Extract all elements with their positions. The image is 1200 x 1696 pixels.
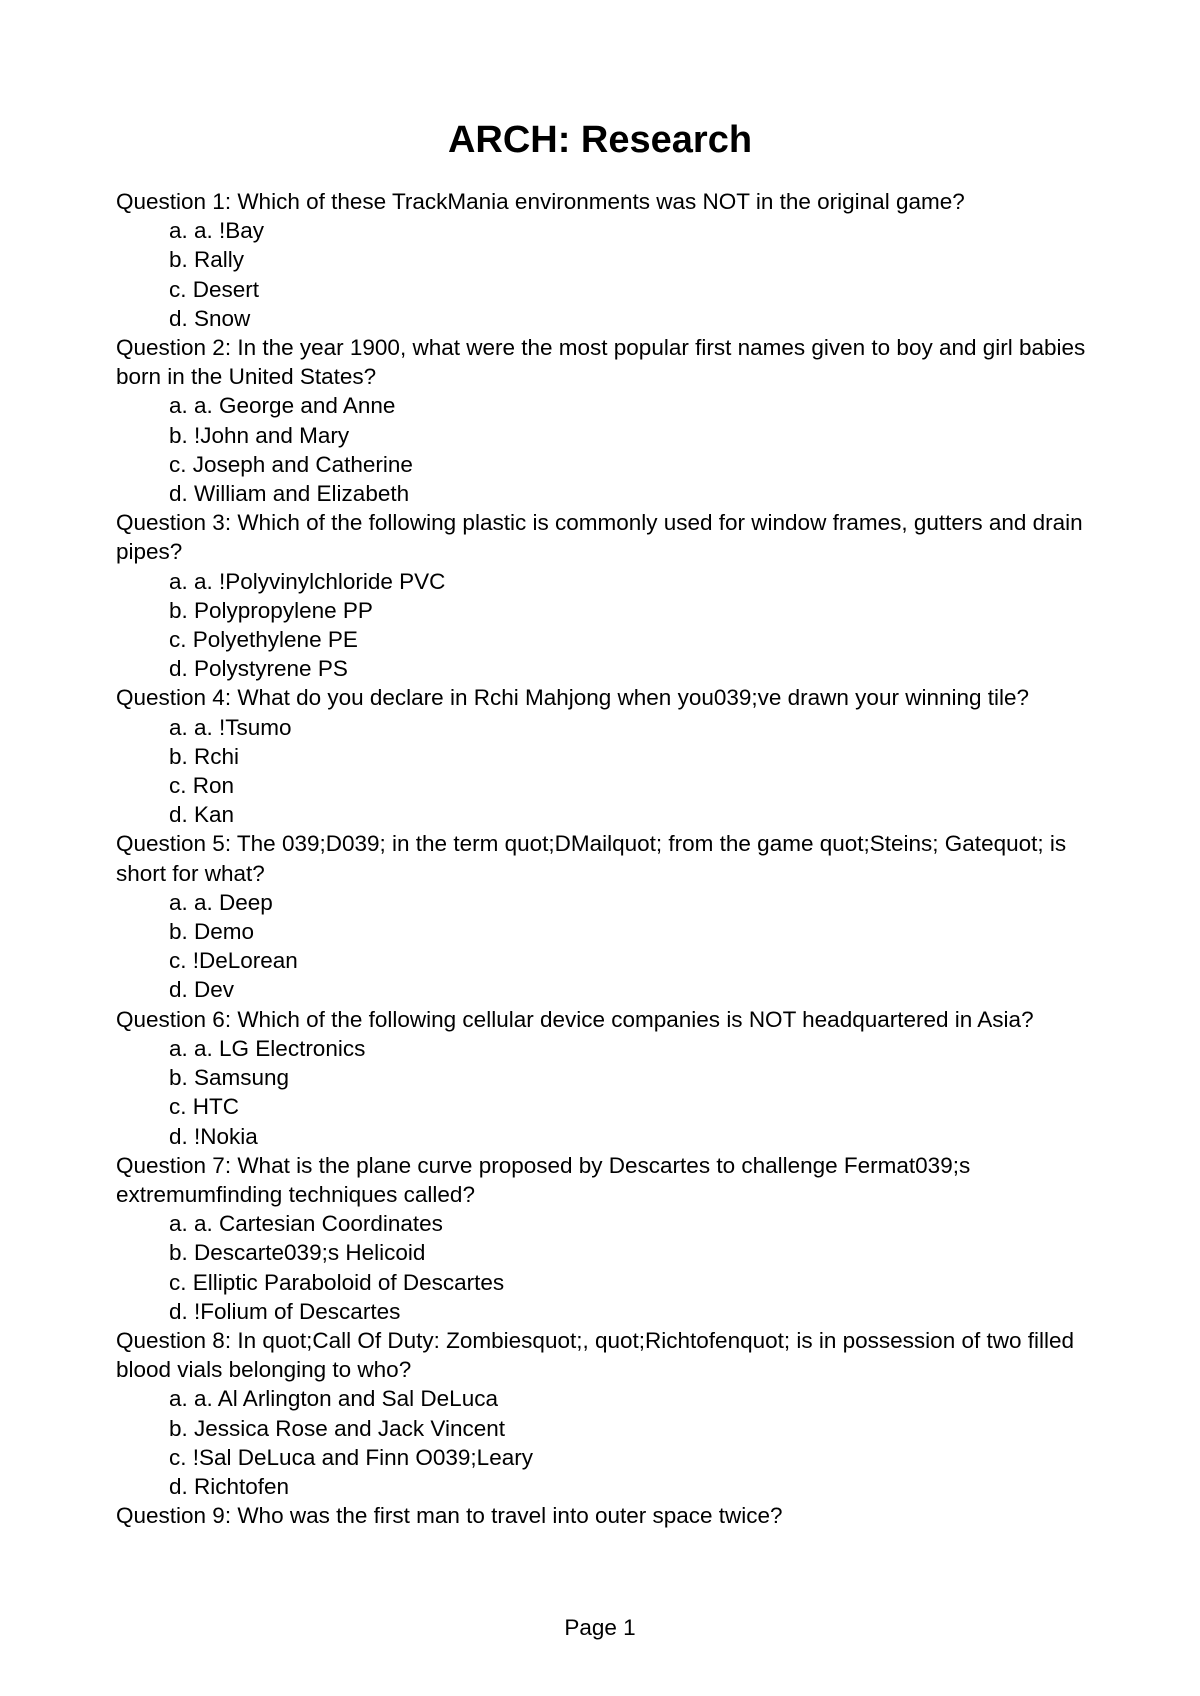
answer-option: c. Ron	[169, 773, 235, 799]
answer-option: a. a. Cartesian Coordinates	[169, 1211, 443, 1237]
answer-option: d. Richtofen	[169, 1473, 290, 1499]
answer-option: d. William and Elizabeth	[169, 481, 410, 507]
answer-option: d. !Nokia	[169, 1123, 258, 1149]
answer-option: b. Demo	[169, 919, 255, 945]
question-text: Question 9: Who was the first man to travel into outer space twice?	[116, 1503, 783, 1529]
answer-option: c. HTC	[169, 1094, 239, 1120]
answer-option: d. Snow	[169, 305, 251, 331]
answer-option: a. a. Al Arlington and Sal DeLuca	[169, 1386, 498, 1412]
page-number: Page 1	[564, 1615, 636, 1640]
answer-option: b. Samsung	[169, 1065, 290, 1091]
question-text: Question 1: Which of these TrackMania environments was NOT in the original game?	[116, 189, 965, 214]
question-4	[116, 683, 1096, 829]
answer-options	[116, 391, 1096, 508]
question-9	[116, 1501, 1096, 1530]
answer-options	[116, 216, 1096, 333]
answer-option: c. Elliptic Paraboloid of Descartes	[169, 1269, 505, 1295]
question-7	[116, 1151, 1096, 1326]
answer-option: d. !Folium of Descartes	[169, 1298, 401, 1324]
answer-option: b. Jessica Rose and Jack Vincent	[169, 1415, 506, 1441]
answer-option: d. Polystyrene PS	[169, 656, 348, 682]
answer-option: a. a. !Polyvinylchloride PVC	[169, 568, 446, 594]
answer-option: d. Kan	[169, 802, 235, 828]
question-text: Question 3: Which of the following plastic is commonly used for window frames, gutters and drain pipes?	[116, 510, 1083, 565]
answer-options	[116, 1209, 1096, 1326]
question-1	[116, 187, 1096, 333]
answer-option: a. a. LG Electronics	[169, 1035, 366, 1061]
question-text: Question 8: In quot;Call Of Duty: Zombiesquot;, quot;Richtofenquot; is in possession of two filled blood vials belonging to who?	[116, 1327, 1075, 1383]
answer-option: b. Rchi	[169, 743, 240, 769]
question-text: Question 7: What is the plane curve proposed by Descartes to challenge Fermat039;s extremumfinding techniques called?	[116, 1152, 971, 1207]
answer-options	[116, 1384, 1096, 1501]
answer-option: d. Dev	[169, 977, 235, 1003]
answer-option: b. Descarte039;s Helicoid	[169, 1240, 426, 1266]
answer-option: b. Polypropylene PP	[169, 597, 373, 623]
answer-options	[116, 713, 1096, 830]
answer-options	[116, 1034, 1096, 1151]
question-5	[116, 829, 1096, 1004]
answer-options	[116, 888, 1096, 1005]
answer-option: b. Rally	[169, 247, 245, 273]
answer-option: c. Desert	[169, 276, 260, 302]
answer-option: a. a. George and Anne	[169, 393, 396, 419]
answer-option: c. Joseph and Catherine	[169, 451, 413, 477]
answer-option: c. !DeLorean	[169, 948, 298, 974]
question-6	[116, 1005, 1096, 1151]
question-2	[116, 333, 1096, 508]
question-text: Question 6: Which of the following cellular device companies is NOT headquartered in Asia?	[116, 1006, 1034, 1032]
page-title: ARCH: Research	[447, 119, 753, 161]
question-text: Question 4: What do you declare in Rchi Mahjong when you039;ve drawn your winning tile?	[116, 685, 1030, 711]
question-8	[116, 1326, 1096, 1501]
question-3	[116, 508, 1096, 683]
answer-option: b. !John and Mary	[169, 422, 350, 448]
answer-option: a. a. !Tsumo	[169, 714, 292, 740]
answer-options	[116, 567, 1096, 684]
answer-option: a. a. Deep	[169, 889, 273, 915]
question-text: Question 2: In the year 1900, what were the most popular first names given to boy and girl babies born in the United States?	[116, 335, 1086, 390]
answer-option: c. Polyethylene PE	[169, 627, 358, 653]
question-text: Question 5: The 039;D039; in the term quot;DMailquot; from the game quot;Steins; Gatequot; is short for what?	[116, 831, 1067, 886]
answer-option: a. a. !Bay	[169, 218, 265, 244]
answer-option: c. !Sal DeLuca and Finn O039;Leary	[169, 1444, 533, 1470]
question-list	[116, 187, 1096, 1530]
